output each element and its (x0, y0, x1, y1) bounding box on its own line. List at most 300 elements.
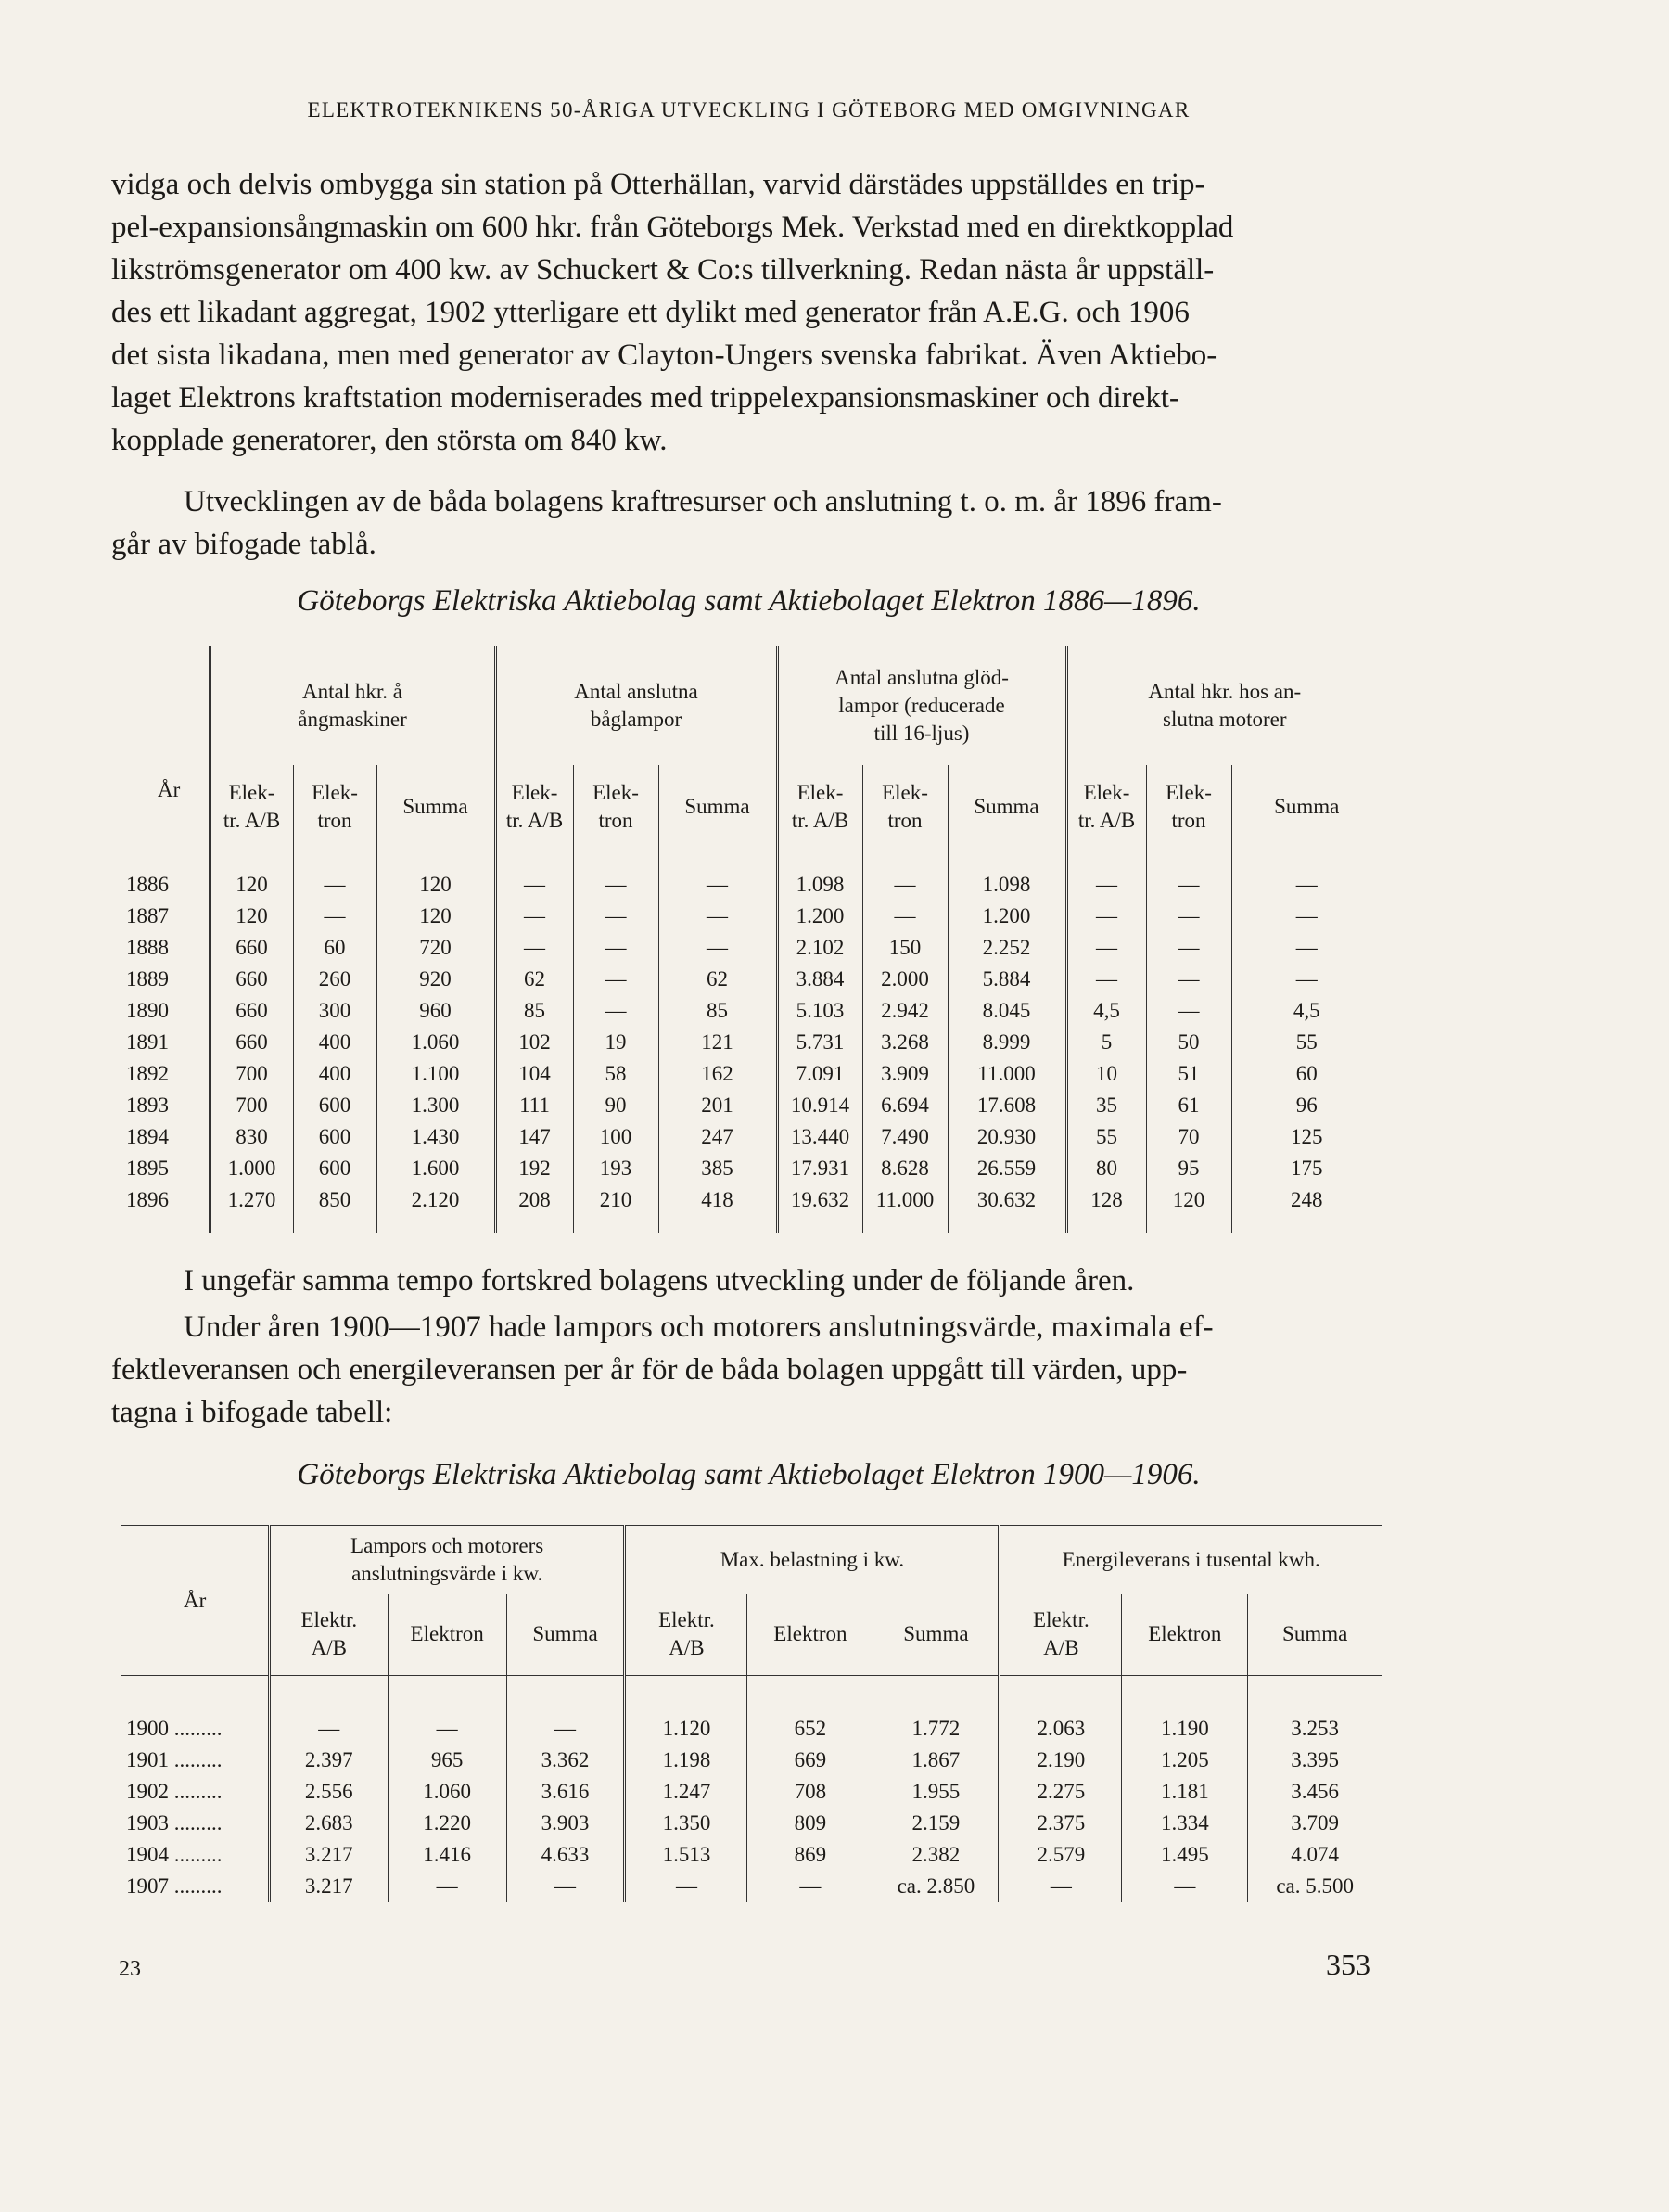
value-cell: 58 (573, 1058, 658, 1090)
year-header: År (121, 646, 210, 850)
value-cell: 4,5 (1066, 995, 1146, 1027)
value-cell: — (1000, 1871, 1122, 1902)
sub-header: Summa (948, 765, 1066, 850)
value-cell: 1.100 (376, 1058, 495, 1090)
value-cell: — (506, 1871, 625, 1902)
table-row (121, 1871, 1382, 1902)
value-cell: 121 (658, 1027, 777, 1058)
value-cell: 5.103 (777, 995, 862, 1027)
header-line: Antal anslutna glöd- (834, 665, 1009, 689)
value-cell: — (1066, 964, 1146, 995)
value-cell: 20.930 (948, 1121, 1066, 1153)
value-cell: — (495, 869, 573, 901)
value-cell: — (1146, 964, 1231, 995)
value-cell: 669 (747, 1745, 873, 1776)
signature-mark: 23 (119, 1957, 141, 1981)
value-cell: 4.074 (1291, 1842, 1340, 1866)
value-cell: — (658, 901, 777, 932)
value-cell: 1.200 (777, 901, 862, 932)
sub-header: Summa (1282, 1622, 1348, 1646)
value-cell: 95 (1146, 1153, 1231, 1184)
value-cell: 2.375 (1000, 1808, 1122, 1839)
paragraph-1 (111, 163, 1386, 462)
sub-header: Summa (873, 1594, 1000, 1676)
value-cell: 192 (495, 1153, 573, 1184)
header-line: Elek- (796, 781, 844, 805)
value-cell: 660 (210, 964, 293, 995)
header-line: A/B (669, 1636, 705, 1660)
value-cell: 720 (376, 932, 495, 964)
value-cell: 2.120 (376, 1184, 495, 1216)
text-line: fektleveransen och energileveransen per år för de båda bolagen uppgått till värden, upp- (111, 1353, 1188, 1387)
value-cell: 708 (747, 1776, 873, 1808)
value-cell: 809 (747, 1808, 873, 1839)
value-cell: 30.632 (948, 1184, 1066, 1216)
value-cell: 2.063 (1000, 1713, 1122, 1745)
value-cell: 400 (293, 1058, 376, 1090)
value-cell: — (573, 932, 658, 964)
value-cell: 869 (747, 1839, 873, 1871)
table-row (121, 964, 1382, 995)
value-cell: — (862, 869, 948, 901)
value-cell: 300 (293, 995, 376, 1027)
table-row (121, 995, 1382, 1027)
value-cell: 2.397 (269, 1745, 388, 1776)
value-cell: 3.362 (506, 1745, 625, 1776)
year-cell: 1887 (121, 901, 210, 932)
value-cell: 3.709 (1291, 1810, 1340, 1835)
value-cell: 1.270 (210, 1184, 293, 1216)
value-cell: 60 (293, 932, 376, 964)
header-line: Lampors och motorers (350, 1533, 544, 1557)
table-row (121, 1027, 1382, 1058)
table-row (121, 1184, 1382, 1216)
text-line: det sista likadana, men med generator av Clayton-Ungers svenska fabrikat. Även Aktiebo- (111, 339, 1217, 372)
header-line: Elek- (592, 781, 639, 805)
value-cell: 660 (210, 995, 293, 1027)
value-cell: 1.120 (625, 1713, 747, 1745)
value-cell: 150 (862, 932, 948, 964)
value-cell: 19 (573, 1027, 658, 1058)
column-group-header (495, 646, 777, 765)
year-header: År (121, 1526, 269, 1676)
table-2-caption: Göteborgs Elektriska Aktiebolag samt Aktiebolaget Elektron 1900—1906. (297, 1458, 1201, 1491)
value-cell: — (625, 1871, 747, 1902)
value-cell: — (1066, 869, 1146, 901)
value-cell: 85 (658, 995, 777, 1027)
value-cell: 104 (495, 1058, 573, 1090)
header-line: Elektr. (1033, 1608, 1089, 1632)
value-cell: 3.616 (506, 1776, 625, 1808)
value-cell: 3.395 (1291, 1747, 1340, 1771)
value-cell: 4.633 (506, 1839, 625, 1871)
header-line: Elek- (1166, 781, 1212, 805)
text-line: tagna i bifogade tabell: (111, 1396, 393, 1429)
value-cell: 1.350 (625, 1808, 747, 1839)
value-cell: 55 (1066, 1121, 1146, 1153)
value-cell: 120 (210, 901, 293, 932)
value-cell: 2.159 (873, 1808, 1000, 1839)
value-cell: — (573, 869, 658, 901)
value-cell: — (1146, 995, 1231, 1027)
value-cell: — (1295, 935, 1318, 959)
sub-header (777, 765, 862, 850)
sub-header (573, 765, 658, 850)
value-cell: 26.559 (948, 1153, 1066, 1184)
value-cell: — (1146, 869, 1231, 901)
value-cell: 7.091 (777, 1058, 862, 1090)
header-line: tr. A/B (1077, 809, 1136, 833)
value-cell: 5.884 (948, 964, 1066, 995)
value-cell: 2.275 (1000, 1776, 1122, 1808)
table-1-caption: Göteborgs Elektriska Aktiebolag samt Aktiebolaget Elektron 1886—1896. (297, 584, 1201, 618)
column-group-header (777, 646, 1066, 765)
table-2 (121, 1525, 1382, 1902)
header-line: tr. A/B (505, 809, 564, 833)
sub-header (625, 1594, 747, 1676)
year-cell: 1895 (121, 1153, 210, 1184)
sub-header (1146, 765, 1231, 850)
value-cell: 125 (1291, 1124, 1323, 1148)
value-cell: 652 (747, 1713, 873, 1745)
sub-header: Summa (506, 1594, 625, 1676)
value-cell: 700 (210, 1058, 293, 1090)
value-cell: 3.217 (269, 1839, 388, 1871)
value-cell: 210 (573, 1184, 658, 1216)
value-cell: 6.694 (862, 1090, 948, 1121)
value-cell: 55 (1295, 1029, 1318, 1054)
sub-header: Elektron (747, 1594, 873, 1676)
value-cell: — (747, 1871, 873, 1902)
value-cell: 70 (1146, 1121, 1231, 1153)
header-line: A/B (311, 1636, 347, 1660)
value-cell: — (1295, 966, 1318, 991)
value-cell: 660 (210, 1027, 293, 1058)
value-cell: — (573, 901, 658, 932)
header-line: slutna motorer (1163, 707, 1287, 731)
sub-header: Summa (376, 765, 495, 850)
value-cell: 147 (495, 1121, 573, 1153)
value-cell: 830 (210, 1121, 293, 1153)
table-row (121, 1776, 1382, 1808)
value-cell: 208 (495, 1184, 573, 1216)
sub-header (495, 765, 573, 850)
value-cell: 11.000 (948, 1058, 1066, 1090)
sub-header: Elektron (1122, 1594, 1248, 1676)
table-row (121, 1745, 1382, 1776)
value-cell: 3.217 (269, 1871, 388, 1902)
value-cell: 1.247 (625, 1776, 747, 1808)
value-cell: — (293, 869, 376, 901)
value-cell: 1.060 (388, 1776, 506, 1808)
text-line: likströmsgenerator om 400 kw. av Schuckert & Co:s tillverkning. Redan nästa år uppställ- (111, 253, 1215, 287)
value-cell: 1.300 (376, 1090, 495, 1121)
text-line: går av bifogade tablå. (111, 528, 376, 561)
year-cell: 1900 ......... (121, 1713, 269, 1745)
value-cell: — (293, 901, 376, 932)
sub-header (269, 1594, 388, 1676)
header-line: Energileverans i tusental kwh. (1062, 1547, 1320, 1571)
column-group-header (269, 1526, 625, 1594)
year-cell: 1891 (121, 1027, 210, 1058)
value-cell: ca. 2.850 (873, 1871, 1000, 1902)
header-line: Elek- (312, 781, 358, 805)
header-line: anslutningsvärde i kw. (351, 1561, 543, 1585)
value-cell: 1.198 (625, 1745, 747, 1776)
value-cell: — (495, 932, 573, 964)
value-cell: 418 (658, 1184, 777, 1216)
sub-header (1000, 1594, 1122, 1676)
value-cell: 17.931 (777, 1153, 862, 1184)
table-1-body (121, 869, 1382, 1216)
table-row (121, 1090, 1382, 1121)
value-cell: 35 (1066, 1090, 1146, 1121)
value-cell: 1.220 (388, 1808, 506, 1839)
value-cell: 1.334 (1122, 1808, 1248, 1839)
value-cell: 2.382 (873, 1839, 1000, 1871)
header-line: Max. belastning i kw. (720, 1547, 905, 1571)
header-line: tron (317, 809, 352, 833)
value-cell: — (1066, 932, 1146, 964)
sub-header (293, 765, 376, 850)
value-cell: 17.608 (948, 1090, 1066, 1121)
value-cell: 175 (1291, 1156, 1323, 1180)
value-cell: — (573, 964, 658, 995)
value-cell: — (388, 1713, 506, 1745)
value-cell: — (1295, 872, 1318, 896)
table-row (121, 1153, 1382, 1184)
value-cell: 13.440 (777, 1121, 862, 1153)
year-cell: 1889 (121, 964, 210, 995)
year-cell: 1902 ......... (121, 1776, 269, 1808)
value-cell: 2.579 (1000, 1839, 1122, 1871)
value-cell: 8.045 (948, 995, 1066, 1027)
value-cell: 2.000 (862, 964, 948, 995)
value-cell: 2.190 (1000, 1745, 1122, 1776)
value-cell: — (658, 932, 777, 964)
text-line: vidga och delvis ombygga sin station på Otterhällan, varvid därstädes uppställdes en trip- (111, 168, 1205, 201)
paragraph-2 (111, 480, 1386, 566)
table-1 (121, 646, 1382, 1233)
header-line: tron (1171, 809, 1206, 833)
header-line: Elek- (511, 781, 558, 805)
value-cell: 1.060 (376, 1027, 495, 1058)
value-cell: 600 (293, 1121, 376, 1153)
column-group-header (210, 646, 495, 765)
value-cell: 600 (293, 1153, 376, 1184)
year-cell: 1901 ......... (121, 1745, 269, 1776)
value-cell: 120 (210, 869, 293, 901)
value-cell: 1.190 (1122, 1713, 1248, 1745)
running-header: ELEKTROTEKNIKENS 50-ÅRIGA UTVECKLING I GÖTEBORG MED OMGIVNINGAR (111, 98, 1386, 134)
value-cell: 1.098 (777, 869, 862, 901)
value-cell: 5 (1066, 1027, 1146, 1058)
value-cell: 2.556 (269, 1776, 388, 1808)
value-cell: 247 (658, 1121, 777, 1153)
table-row (121, 1808, 1382, 1839)
value-cell: 1.772 (873, 1713, 1000, 1745)
value-cell: 1.181 (1122, 1776, 1248, 1808)
header-line: tr. A/B (223, 809, 281, 833)
text-line: Under åren 1900—1907 hade lampors och motorers anslutningsvärde, maximala ef- (184, 1311, 1214, 1344)
text-line: des ett likadant aggregat, 1902 ytterligare ett dylikt med generator från A.E.G. och 1906 (111, 296, 1190, 329)
header-line: Antal hkr. hos an- (1148, 679, 1302, 703)
value-cell: 102 (495, 1027, 573, 1058)
value-cell: — (506, 1713, 625, 1745)
value-cell: — (1122, 1871, 1248, 1902)
value-cell: 1.600 (376, 1153, 495, 1184)
value-cell: 62 (495, 964, 573, 995)
value-cell: 162 (658, 1058, 777, 1090)
value-cell: 111 (495, 1090, 573, 1121)
value-cell: 700 (210, 1090, 293, 1121)
value-cell: 1.955 (873, 1776, 1000, 1808)
value-cell: 1.205 (1122, 1745, 1248, 1776)
header-line: båglampor (590, 707, 682, 731)
value-cell: 850 (293, 1184, 376, 1216)
sub-header (862, 765, 948, 850)
value-cell: 51 (1146, 1058, 1231, 1090)
value-cell: 3.253 (1291, 1716, 1340, 1740)
year-cell: 1903 ......... (121, 1808, 269, 1839)
page-number: 353 (1326, 1948, 1370, 1981)
year-cell: 1888 (121, 932, 210, 964)
value-cell: — (573, 995, 658, 1027)
value-cell: 1.430 (376, 1121, 495, 1153)
value-cell: 660 (210, 932, 293, 964)
value-cell: 1.098 (948, 869, 1066, 901)
table-row (121, 1713, 1382, 1745)
value-cell: 10 (1066, 1058, 1146, 1090)
value-cell: — (388, 1871, 506, 1902)
value-cell: — (269, 1713, 388, 1745)
value-cell: 2.252 (948, 932, 1066, 964)
value-cell: 385 (658, 1153, 777, 1184)
year-cell: 1904 ......... (121, 1839, 269, 1871)
value-cell: 1.495 (1122, 1839, 1248, 1871)
table-row (121, 1839, 1382, 1871)
table-row (121, 932, 1382, 964)
header-line: tron (598, 809, 633, 833)
value-cell: 3.903 (506, 1808, 625, 1839)
table-row (121, 901, 1382, 932)
value-cell: 1.416 (388, 1839, 506, 1871)
value-cell: 7.490 (862, 1121, 948, 1153)
paragraph-4 (111, 1306, 1386, 1434)
year-cell: 1894 (121, 1121, 210, 1153)
text-line: laget Elektrons kraftstation moderniserades med trippelexpansionsmaskiner och direkt- (111, 381, 1179, 415)
value-cell: — (862, 901, 948, 932)
year-cell: 1892 (121, 1058, 210, 1090)
value-cell: 100 (573, 1121, 658, 1153)
value-cell: 90 (573, 1090, 658, 1121)
value-cell: 960 (376, 995, 495, 1027)
header-line: Elektr. (658, 1608, 715, 1632)
text-line: I ungefär samma tempo fortskred bolagens utveckling under de följande åren. (184, 1264, 1135, 1298)
sub-header (1066, 765, 1146, 850)
value-cell: 80 (1066, 1153, 1146, 1184)
value-cell: 400 (293, 1027, 376, 1058)
column-group-header (1000, 1526, 1382, 1594)
column-group-header (1066, 646, 1382, 765)
header-line: Elek- (882, 781, 928, 805)
table-row (121, 1121, 1382, 1153)
value-cell: 11.000 (862, 1184, 948, 1216)
value-cell: ca. 5.500 (1276, 1873, 1354, 1898)
value-cell: 60 (1295, 1061, 1318, 1085)
value-cell: 3.268 (862, 1027, 948, 1058)
value-cell: — (1295, 903, 1318, 927)
year-cell: 1893 (121, 1090, 210, 1121)
value-cell: 8.999 (948, 1027, 1066, 1058)
value-cell: — (1146, 901, 1231, 932)
value-cell: 3.909 (862, 1058, 948, 1090)
text-line: pel-expansionsångmaskin om 600 hkr. från Göteborgs Mek. Verkstad med en direktkopplad (111, 211, 1234, 244)
value-cell: 96 (1295, 1093, 1318, 1117)
text-line: kopplade generatorer, den största om 840 kw. (111, 424, 668, 457)
year-cell: 1886 (121, 869, 210, 901)
header-line: Elek- (1083, 781, 1130, 805)
table-row (121, 1058, 1382, 1090)
value-cell: 260 (293, 964, 376, 995)
value-cell: 120 (376, 869, 495, 901)
header-line: Elek- (228, 781, 275, 805)
header-line: ångmaskiner (298, 707, 407, 731)
value-cell: 2.102 (777, 932, 862, 964)
year-cell: 1907 ......... (121, 1871, 269, 1902)
value-cell: 201 (658, 1090, 777, 1121)
value-cell: — (495, 901, 573, 932)
sub-header (210, 765, 293, 850)
header-line: Antal anslutna (574, 679, 698, 703)
value-cell: 120 (1146, 1184, 1231, 1216)
value-cell: 193 (573, 1153, 658, 1184)
table-row (121, 869, 1382, 901)
value-cell: 85 (495, 995, 573, 1027)
sub-header: Summa (1274, 795, 1340, 819)
value-cell: 120 (376, 901, 495, 932)
value-cell: 5.731 (777, 1027, 862, 1058)
value-cell: 600 (293, 1090, 376, 1121)
year-cell: 1896 (121, 1184, 210, 1216)
value-cell: 10.914 (777, 1090, 862, 1121)
value-cell: 2.942 (862, 995, 948, 1027)
year-cell: 1890 (121, 995, 210, 1027)
value-cell: 128 (1066, 1184, 1146, 1216)
value-cell: 3.456 (1291, 1779, 1340, 1803)
value-cell: 1.867 (873, 1745, 1000, 1776)
text-line: Utvecklingen av de båda bolagens kraftresurser och anslutning t. o. m. år 1896 fram- (184, 485, 1222, 518)
value-cell: 1.513 (625, 1839, 747, 1871)
header-line: tron (887, 809, 923, 833)
sub-header: Summa (658, 765, 777, 850)
header-line: till 16-ljus) (873, 721, 970, 745)
value-cell: 1.000 (210, 1153, 293, 1184)
header-line: Elektr. (300, 1608, 358, 1632)
value-cell: 3.884 (777, 964, 862, 995)
value-cell: 61 (1146, 1090, 1231, 1121)
value-cell: — (1066, 901, 1146, 932)
value-cell: 62 (658, 964, 777, 995)
value-cell: 1.200 (948, 901, 1066, 932)
value-cell: 50 (1146, 1027, 1231, 1058)
value-cell: 965 (388, 1745, 506, 1776)
column-group-header (625, 1526, 1000, 1594)
header-line: lampor (reducerade (838, 693, 1005, 717)
value-cell: 2.683 (269, 1808, 388, 1839)
sub-header: Elektron (388, 1594, 506, 1676)
paragraph-3 (111, 1259, 1386, 1302)
